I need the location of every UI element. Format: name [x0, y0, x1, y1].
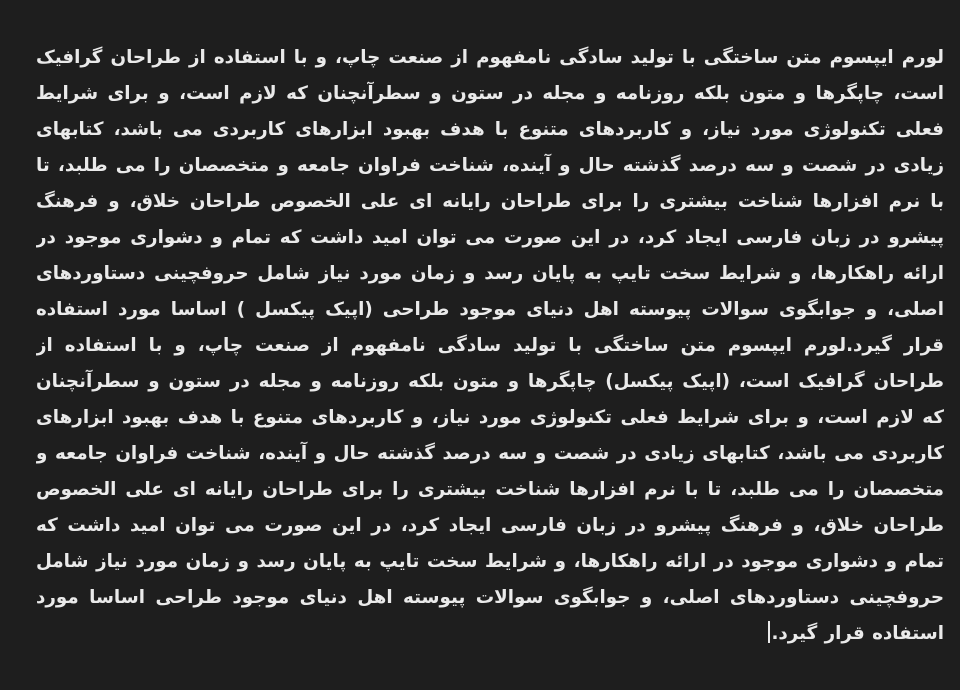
- text-editor[interactable]: [36, 40, 944, 650]
- paragraph[interactable]: [36, 40, 944, 650]
- paragraph-text: لورم ایپسوم متن ساختگی با تولید سادگی نامفهوم از صنعت چاپ، و با استفاده از طراحان گرافیک است، چاپگرها و متون بلکه روزنامه و مجله در ستون و سطرآنچنان که لازم است، و برای شرایط فعلی تکنولوژی مورد نیاز، و کاربردهای متنوع با هدف بهبود ابزارهای کاربردی می باشد، کتابهای زیادی در شصت و سه درصد گذشته حال و آینده، شناخت فراوان جامعه و متخصصان را می طلبد، تا با نرم افزارها شناخت بیشتری را برای طراحان رایانه ای علی الخصوص طراحان خلاق، و فرهنگ پیشرو در زبان فارسی ایجاد کرد، در این صورت می توان امید داشت که تمام و دشواری موجود در ارائه راهکارها، و شرایط سخت تایپ به پایان رسد و زمان مورد نیاز شامل حروفچینی دستاوردهای اصلی، و جوابگوی سوالات پیوسته اهل دنیای موجود طراحی (اپیک پیکسل ) اساسا مورد استفاده قرار گیرد.لورم ایپسوم متن ساختگی با تولید سادگی نامفهوم از صنعت چاپ، و با استفاده از طراحان گرافیک است، (اپیک پیکسل) چاپگرها و متون بلکه روزنامه و مجله در ستون و سطرآنچنان که لازم است، و برای شرایط فعلی تکنولوژی مورد نیاز، و کاربردهای متنوع با هدف بهبود ابزارهای کاربردی می باشد، کتابهای زیادی در شصت و سه درصد گذشته حال و آینده، شناخت فراوان جامعه و متخصصان را می طلبد، تا با نرم افزارها شناخت بیشتری را برای طراحان رایانه ای علی الخصوص طراحان خلاق، و فرهنگ پیشرو در زبان فارسی ایجاد کرد، در این صورت می توان امید داشت که تمام و دشواری موجود در ارائه راهکارها، و شرایط سخت تایپ به پایان رسد و زمان مورد نیاز شامل حروفچینی دستاوردهای اصلی، و جوابگوی سوالات پیوسته اهل دنیای موجود طراحی اساسا مورد استفاده قرار گیرد.: [36, 47, 944, 644]
